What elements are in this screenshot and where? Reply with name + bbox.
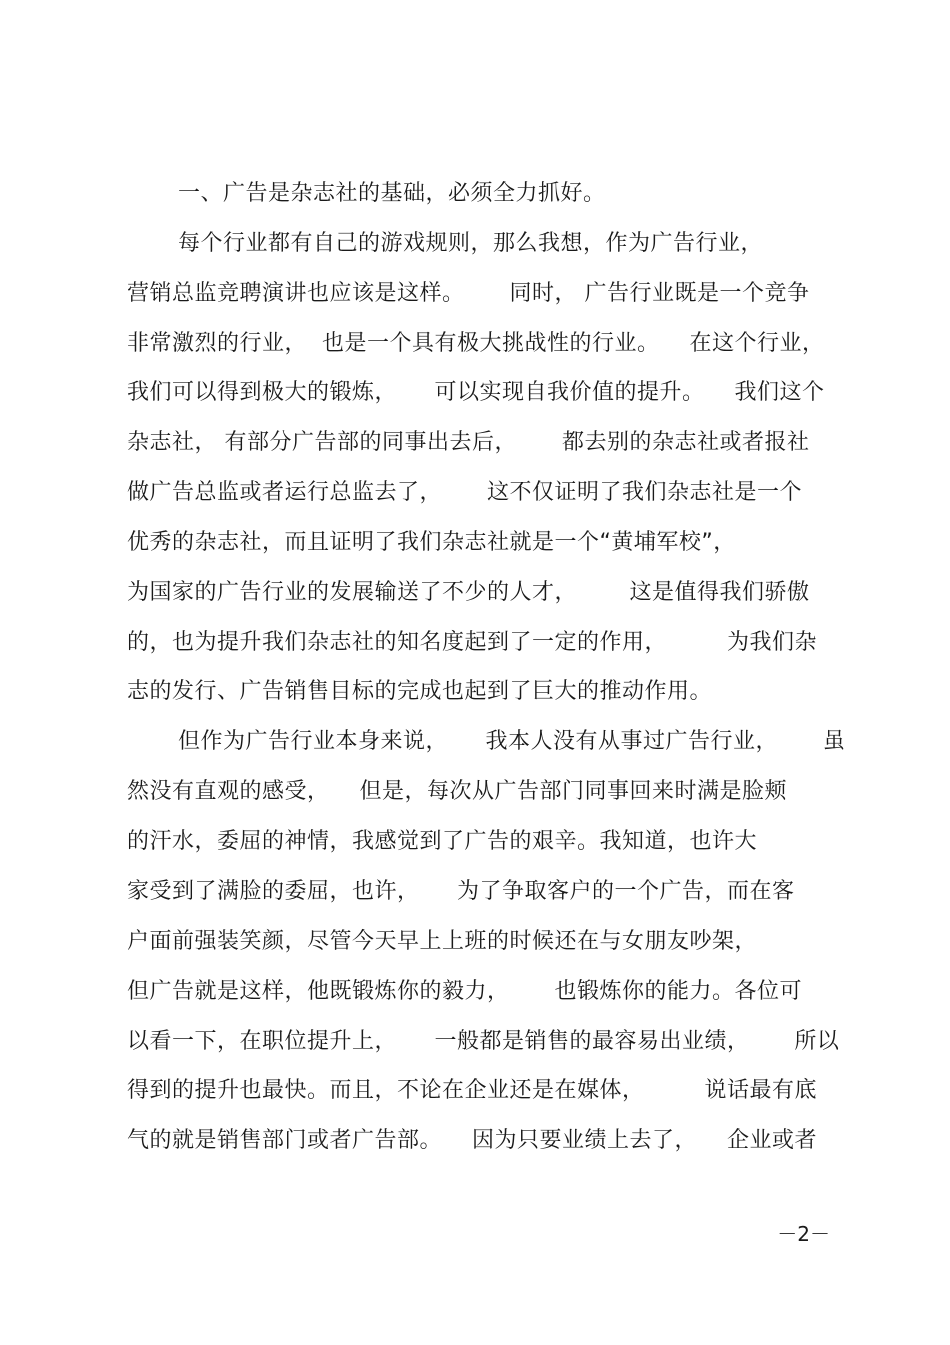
section-heading: 一、广告是杂志社的基础，必须全力抓好。 bbox=[178, 181, 606, 206]
paragraph-line: 家受到了满脸的委屈，也许， 为了争取客户的一个广告，而在客 bbox=[127, 879, 795, 904]
paragraph-line: 每个行业都有自己的游戏规则，那么我想，作为广告行业， bbox=[178, 231, 764, 256]
paragraph-line: 但广告就是这样，他既锻炼你的毅力， 也锻炼你的能力。各位可 bbox=[127, 979, 802, 1004]
paragraph-line: 得到的提升也最快。而且，不论在企业还是在媒体， 说话最有底 bbox=[127, 1078, 817, 1103]
paragraph-line: 的，也为提升我们杂志社的知名度起到了一定的作用， 为我们杂 bbox=[127, 630, 817, 655]
paragraph-line: 志的发行、广告销售目标的完成也起到了巨大的推动作用。 bbox=[127, 679, 713, 704]
paragraph-line: 非常激烈的行业， 也是一个具有极大挑战性的行业。 在这个行业， bbox=[127, 331, 825, 356]
paragraph-line: 以看一下，在职位提升上， 一般都是销售的最容易出业绩， 所以 bbox=[127, 1029, 840, 1054]
paragraph-line: 但作为广告行业本身来说， 我本人没有从事过广告行业， 虽 bbox=[178, 729, 846, 754]
paragraph-line: 优秀的杂志社，而且证明了我们杂志社就是一个“黄埔军校”， bbox=[127, 530, 736, 555]
paragraph-line: 为国家的广告行业的发展输送了不少的人才， 这是值得我们骄傲 bbox=[127, 580, 810, 605]
paragraph-line: 我们可以得到极大的锻炼， 可以实现自我价值的提升。 我们这个 bbox=[127, 380, 825, 405]
paragraph-line: 然没有直观的感受， 但是，每次从广告部门同事回来时满是脸颊 bbox=[127, 779, 787, 804]
paragraph-line: 户面前强装笑颜，尽管今天早上上班的时候还在与女朋友吵架， bbox=[127, 929, 758, 954]
page-number: －2－ bbox=[777, 1222, 830, 1246]
paragraph-line: 营销总监竞聘演讲也应该是这样。 同时， 广告行业既是一个竞争 bbox=[127, 281, 810, 306]
paragraph-line: 气的就是销售部门或者广告部。 因为只要业绩上去了， 企业或者 bbox=[127, 1128, 817, 1153]
paragraph-line: 做广告总监或者运行总监去了， 这不仅证明了我们杂志社是一个 bbox=[127, 480, 802, 505]
paragraph-line: 的汗水，委屈的神情，我感觉到了广告的艰辛。我知道，也许大 bbox=[127, 829, 758, 854]
paragraph-line: 杂志社， 有部分广告部的同事出去后， 都去别的杂志社或者报社 bbox=[127, 430, 810, 455]
